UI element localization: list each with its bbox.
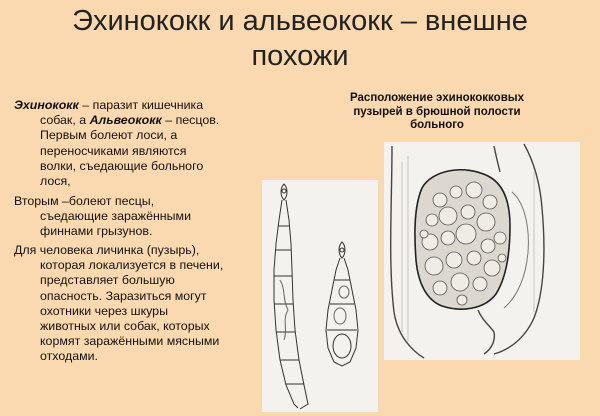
p1-text-a: – паразит кишечника: [78, 98, 204, 112]
term-alveococcus: Альвеококк: [89, 113, 162, 128]
p3-line6: животных или собак, которых: [40, 319, 210, 334]
paragraph-echinococcus: [14, 98, 219, 189]
p1-line4: переносчиками являются: [40, 143, 187, 158]
p1-line6: лося,: [40, 174, 71, 189]
p2-line3: финнами грызунов.: [40, 224, 153, 239]
p1-line5: волки, съедающие больного: [40, 158, 204, 173]
p3-line8: отходами.: [40, 349, 98, 364]
caption-line3: больного: [410, 119, 464, 132]
term-echinococcus: Эхинококк: [14, 98, 79, 112]
p2-line1: Вторым –болеют песцы,: [14, 194, 155, 208]
p2-line2: съедающие заражёнными: [40, 209, 191, 224]
paragraph-alveococcus: [14, 194, 191, 240]
p3-line7: кормят заражёнными мясными: [40, 334, 220, 349]
title-line-2: похожи: [251, 40, 349, 72]
p3-line2: которая локализуется в печени,: [40, 258, 224, 273]
figure-caption: [323, 92, 551, 133]
p3-line5: охотники через шкуры: [40, 303, 168, 318]
p3-line4: опасность. Заразиться могут: [40, 288, 207, 303]
paragraph-human-risk: [14, 243, 223, 365]
p1-line2-a: собак, а: [40, 113, 90, 128]
caption-line1: Расположение эхинококковых: [350, 92, 524, 104]
echinococcal-cysts-illustration: [384, 142, 580, 360]
title-line-1: Эхинококк и альвеококк – внешне: [72, 5, 528, 37]
slide-title: [0, 4, 600, 74]
tapeworm-illustration: [262, 180, 378, 412]
p1-line2-b: – песцов.: [161, 113, 220, 128]
caption-line2: пузырей в брюшной полости: [353, 105, 521, 118]
p3-line3: представляет большую: [40, 273, 175, 288]
p1-line3: Первым болеют лоси, а: [40, 128, 178, 143]
p3-line1: Для человека личинка (пузырь),: [14, 243, 200, 257]
